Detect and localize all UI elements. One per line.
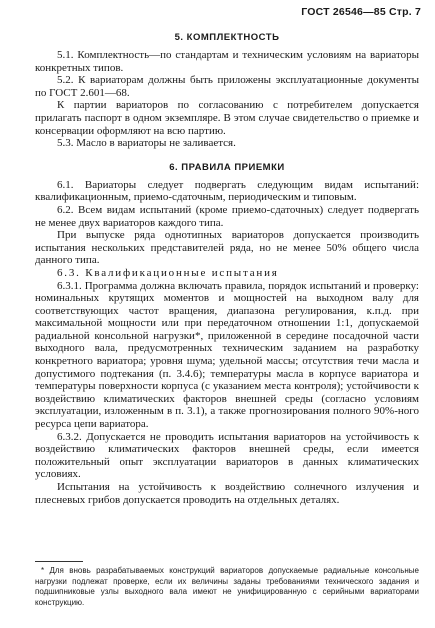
section-5-title: 5. КОМПЛЕКТНОСТЬ [174,32,280,43]
paragraph-5-3: 5.3. Масло в вариаторы не заливается. [57,137,236,150]
section-6-title: 6. ПРАВИЛА ПРИЕМКИ [169,161,285,173]
footnote: * Для вновь разрабатываемых конструкций вариаторов допускаемые радиальные консольные нагрузки подлежат проверке, если их величины заданы требованиями технического задания и подшипниковые узлы выходного вала имеют не унифицированную с серийными вариаторами конструкцию. [35,566,419,607]
document-body [35,20,419,506]
paragraph-5-2-note: К партии вариаторов по согласованию с потребителем допускается прилагать паспорт в одном экземпляре. В этом случае свидетельство о приемке и консервации оформляют на всю партию. [35,99,419,137]
paragraph-6-1: 6.1. Вариаторы следует подвергать следующим видам испытаний: квалификационным, приемо-сдаточным, периодическим и типовым. [35,178,419,204]
paragraph-6-2-note: При выпуске ряда однотипных вариаторов допускается производить испытания нескольких представителей ряда, но не менее 50% общего числа данного типа. [35,229,419,267]
paragraph-6-3-1: 6.3.1. Программа должна включать правила, порядок испытаний и проверку: номинальных крутящих моментов и мощностей на выходном валу для соответствующих частот вращения, диапазона регулирования, к.п.д. при максимальной мощности или при передаточном отношении 1:1, допускаемой радиальной консольной нагрузки*, приложенной в середине посадочной части выходного вала, предусмотренных техническим заданием на разработку конкретного вариатора; уровня шума; удельной массы; отсутствия течи масла и допустимого подтекания (п. 3.4.6); температуры масла в корпусе вариатора и температуры поверхности корпуса (с указанием места контроля); устойчивости к воздействию климатических факторов внешней среды (согласно условиям эксплуатации, изложенным в п. 3.1), а также прогнозирования полного 90%-ного ресурса цепи вариатора. [35,279,419,431]
paragraph-6-3-heading: 6.3. Квалификационные испытания [57,266,279,279]
paragraph-5-2: 5.2. К вариаторам должны быть приложены эксплуатационные документы по ГОСТ 2.601—68. [35,74,419,99]
paragraph-6-3-2: 6.3.2. Допускается не проводить испытания вариаторов на устойчивость к воздействию климатических факторов внешней среды, если имеется положительный опыт эксплуатации вариаторов в данных климатических условиях. [35,430,419,481]
paragraph-6-2: 6.2. Всем видам испытаний (кроме приемо-сдаточных) следует подвергать не менее двух вариаторов каждого типа. [35,203,419,229]
paragraph-5-1: 5.1. Комплектность—по стандартам и техническим условиям на вариаторы конкретных типов. [35,49,419,74]
paragraph-6-3-2-note: Испытания на устойчивость к воздействию солнечного излучения и плесневых грибов допускается проводить на отдельных деталях. [35,481,419,506]
page-header: ГОСТ 26546—85 Стр. 7 [301,6,421,18]
footnote-divider [35,561,83,562]
